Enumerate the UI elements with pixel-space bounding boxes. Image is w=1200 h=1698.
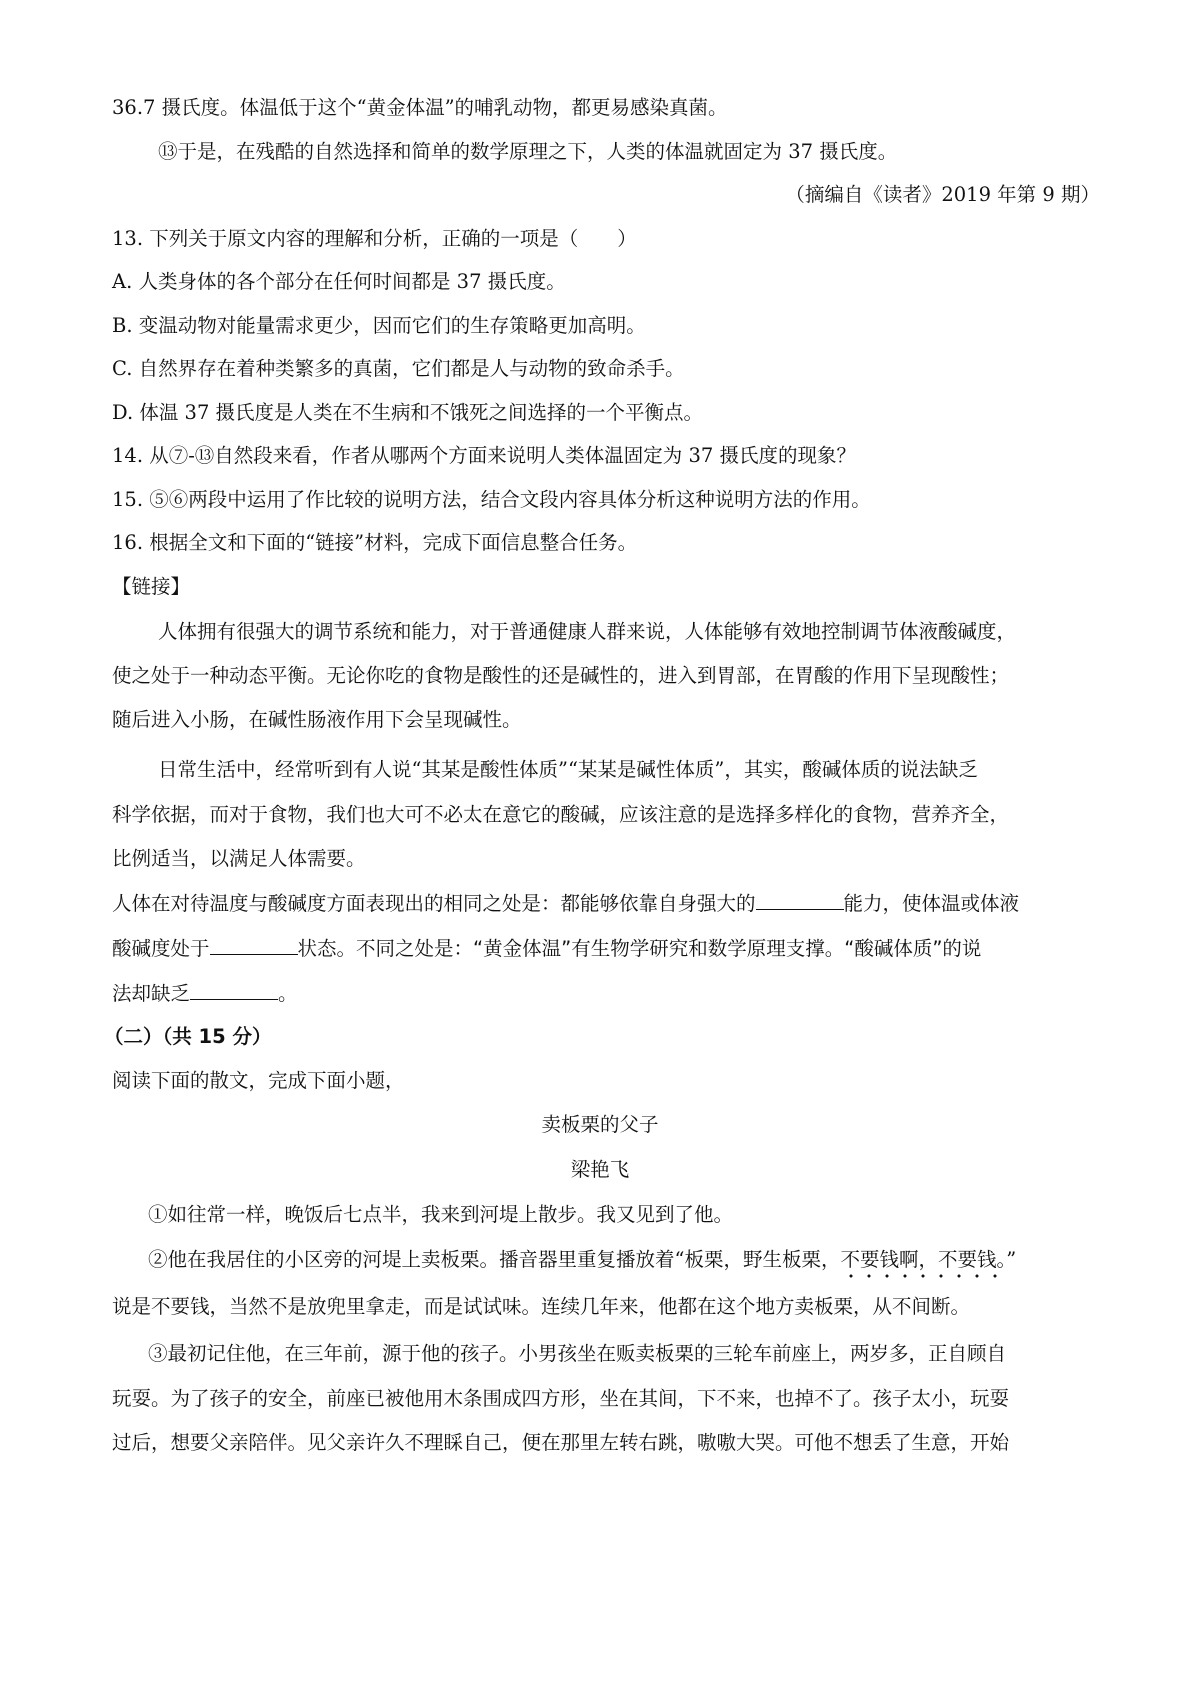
link-paragraph-line: 使之处于一种动态平衡。无论你吃的食物是酸性的还是碱性的，进入到胃部，在胃酸的作用下呈现酸性； <box>112 664 1010 687</box>
essay-paragraph-line: 说是不要钱，当然不是放兜里拿走，而是试试味。连续几年来，他都在这个地方卖板栗，从不间断。 <box>112 1295 971 1318</box>
question-16: 16. 根据全文和下面的“链接”材料，完成下面信息整合任务。 <box>112 531 638 554</box>
task-line <box>112 887 1100 919</box>
answer-blank[interactable] <box>190 977 278 1000</box>
question-14: 14. 从⑦-⑬自然段来看，作者从哪两个方面来说明人类体温固定为 37 摄氏度的现象？ <box>112 444 857 467</box>
passage-line: ⑬于是，在残酷的自然选择和简单的数学原理之下，人类的体温就固定为 37 摄氏度。 <box>158 140 898 163</box>
essay-paragraph-line: 玩耍。为了孩子的安全，前座已被他用木条围成四方形，坐在其间，下不来，也掉不了。孩子太小，玩耍 <box>112 1387 1010 1410</box>
task-line <box>112 977 1100 1009</box>
link-paragraph-line: 比例适当，以满足人体需要。 <box>112 847 366 870</box>
option-d: D. 体温 37 摄氏度是人类在不生病和不饿死之间选择的一个平衡点。 <box>112 401 704 424</box>
option-b: B. 变温动物对能量需求更少，因而它们的生存策略更加高明。 <box>112 314 646 337</box>
question-13: 13. 下列关于原文内容的理解和分析，正确的一项是（ ） <box>112 227 637 250</box>
task-text: 能力，使体温或体液 <box>843 892 1020 915</box>
question-15: 15. ⑤⑥两段中运用了作比较的说明方法，结合文段内容具体分析这种说明方法的作用。 <box>112 488 871 511</box>
task-text: 人体在对待温度与酸碱度方面表现出的相同之处是：都能够依靠自身强大的 <box>112 892 756 915</box>
task-text: 法却缺乏 <box>112 982 191 1005</box>
essay-paragraph-line: ③最初记住他，在三年前，源于他的孩子。小男孩坐在贩卖板栗的三轮车前座上，两岁多，正自顾自 <box>148 1342 1007 1365</box>
option-a: A. 人类身体的各个部分在任何时间都是 37 摄氏度。 <box>112 270 566 293</box>
task-text: 状态。不同之处是：“黄金体温”有生物学研究和数学原理支撑。“酸碱体质”的说 <box>297 937 982 960</box>
emphasis-dotted-text: 不要钱啊，不要钱 <box>840 1248 996 1279</box>
option-c: C. 自然界存在着种类繁多的真菌，它们都是人与动物的致命杀手。 <box>112 357 685 380</box>
task-line <box>112 932 1100 964</box>
link-paragraph-line: 随后进入小肠，在碱性肠液作用下会呈现碱性。 <box>112 708 522 731</box>
essay-paragraph-line: ①如往常一样，晚饭后七点半，我来到河堤上散步。我又见到了他。 <box>148 1203 734 1226</box>
task-text: 酸碱度处于 <box>112 937 210 960</box>
source-citation: （摘编自《读者》2019 年第 9 期） <box>785 183 1100 206</box>
link-heading: 【链接】 <box>112 575 191 598</box>
section-intro: 阅读下面的散文，完成下面小题， <box>112 1069 405 1092</box>
essay-paragraph-line <box>148 1245 1100 1275</box>
task-text: 。 <box>278 982 298 1005</box>
passage-line: 36.7 摄氏度。体温低于这个“黄金体温”的哺乳动物，都更易感染真菌。 <box>112 96 728 119</box>
section-heading: （二）（共 15 分） <box>104 1025 272 1048</box>
link-paragraph-line: 日常生活中，经常听到有人说“其某是酸性体质”“某某是碱性体质”，其实，酸碱体质的说法缺乏 <box>158 758 978 781</box>
essay-title: 卖板栗的父子 <box>541 1113 659 1136</box>
link-paragraph-line: 科学依据，而对于食物，我们也大可不必太在意它的酸碱，应该注意的是选择多样化的食物，营养齐全， <box>112 803 1010 826</box>
link-paragraph-line: 人体拥有很强大的调节系统和能力，对于普通健康人群来说，人体能够有效地控制调节体液酸碱度， <box>158 620 1017 643</box>
essay-text: 。” <box>996 1248 1017 1271</box>
answer-blank[interactable] <box>756 887 844 910</box>
essay-text: ②他在我居住的小区旁的河堤上卖板栗。播音器里重复播放着“板栗，野生板栗， <box>148 1248 841 1271</box>
essay-paragraph-line: 过后，想要父亲陪伴。见父亲许久不理睬自己，便在那里左转右跳，嗷嗷大哭。可他不想丢了生意，开始 <box>112 1431 1010 1454</box>
answer-blank[interactable] <box>210 932 298 955</box>
essay-author: 梁艳飞 <box>570 1158 630 1181</box>
